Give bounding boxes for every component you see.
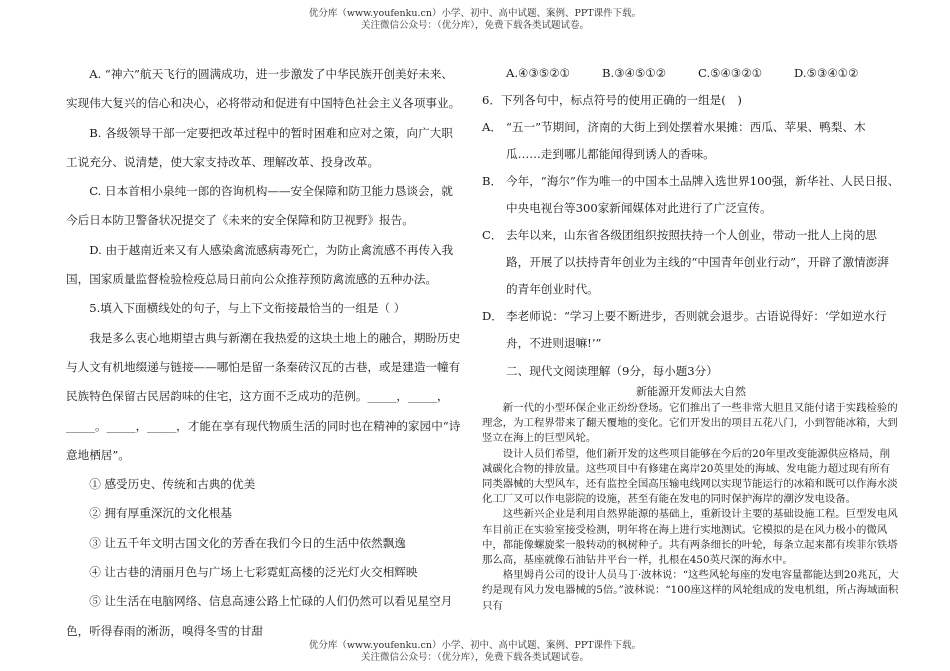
q6-option-b-text: 今年，“海尔”作为唯一的中国本土品牌入选世界100强，新华社、人民日报、中央电视台等300家新闻媒体对此进行了广泛宣传。 <box>506 174 900 215</box>
sentence-1: ① 感受历史、传统和古典的优美 <box>89 477 256 492</box>
sentence-5: ⑤ 让生活在电脑网络、信息高速公路上忙碌的人们仍然可以看见星空月色，听得春雨的淅沥，嗅得冬雪的甘甜 <box>66 594 453 638</box>
sentence-3: ③ 让五千年文明古国文化的芳香在我们今日的生活中依然飘逸 <box>89 535 406 550</box>
q6-option-c-label: C． <box>482 228 503 242</box>
q6-option-b <box>482 168 900 222</box>
q6-option-a <box>482 114 900 168</box>
q6-option-c <box>482 222 900 303</box>
choice-a: A.④③⑤②① <box>506 66 571 80</box>
option-d-text: D. 由于越南近来又有人感染禽流感病毒死亡，为防止禽流感不再传入我国，国家质量监督检验检疫总局日前向公众推荐预防禽流感的五种办法。 <box>66 242 454 287</box>
watermark-top-line1: 优分库（www.youfenku.cn）小学、初中、高中试题、案例、PPT课件下载。 <box>308 8 642 19</box>
passage-para-3: 这些新兴企业是利用自然界能源的基础上，重新设计主要的基础设施工程。巨型发电风车目前正在实验室接受检测，明年将在海上进行实地测试。它模拟的是在风力极小的微风中，都能像螺旋桨一般转动的枫树种子。共有两条细长的叶轮，每条立起来都有埃菲尔铁塔那么高，基座就像石油钻井平台一样，扎根在450英尺深的海水中。 <box>482 508 898 567</box>
choice-b: B.③④⑤①② <box>602 66 667 80</box>
sentence-4: ④ 让古巷的清丽月色与广场上七彩霓虹高楼的泛光灯火交相辉映 <box>89 565 418 580</box>
choice-d: D.⑤③④①② <box>794 66 859 80</box>
q6-option-d <box>482 303 900 357</box>
q6-option-c-text: 去年以来，山东省各级团组织按照扶持一个人创业，带动一批人上岗的思路，开展了以扶持青年创业为主线的“中国青年创业行动”，开辟了激情澎湃的青年创业时代。 <box>506 228 889 296</box>
section-heading: 二、现代文阅读理解（9分，每小题3分） <box>506 364 718 378</box>
option-b-text: B. 各级领导干部一定要把改革过程中的暂时困难和应对之策，向广大职工说充分、说清楚，使大家支持改革、理解改革、投身改革。 <box>66 125 453 169</box>
q6-option-b-label: B． <box>482 174 503 188</box>
question-5: 5.填入下面横线处的句子，与上下文衔接最恰当的一组是（ ） <box>89 301 406 316</box>
passage-title: 新能源开发师法大自然 <box>636 385 746 398</box>
choice-c: C.⑤④③②① <box>698 66 763 80</box>
option-c-text: C. 日本首相小泉纯一郎的咨询机构——安全保障和防卫能力恳谈会，就今后日本防卫警备状况提交了《未来的安全保障和防卫视野》报告。 <box>66 184 453 228</box>
watermark-bottom <box>0 640 950 664</box>
watermark-bottom-line1: 优分库（www.youfenku.cn）小学、初中、高中试题、案例、PPT课件下载。 <box>308 640 642 651</box>
question-6: 6．下列各句中，标点符号的使用正确的一组是( ) <box>482 93 742 107</box>
sentence-2: ② 拥有厚重深沉的文化根基 <box>89 506 232 521</box>
passage-para-1: 新一代的小型环保企业正纷纷登场。它们推出了一些非常大胆且又能付诸于实践检验的理念，为工程界带来了翻天覆地的变化。它们开发出的项目五花八门，小到智能冰箱，大到竖立在海上的巨型风轮。 <box>482 402 898 445</box>
q6-option-a-label: A． <box>482 120 502 134</box>
question-5-passage: 我是多么衷心地期望古典与新潮在我热爱的这块土地上的融合，期盼历史与人文有机地缀递与链接——哪怕是留一条秦砖汉瓦的古巷，或是建造一幢有民族特色保留古民居韵味的住宅，这方面不乏成功的范例。_____，_____，_____。_____，_____，才能在享有现代物质生活的同时也在精神的家园中“诗意地栖居”。 <box>66 330 461 462</box>
q6-option-d-text: 李老师说：“学习上要不断进步，否则就会退步。古语说得好：‘学如逆水行舟，不进则退嘛!’” <box>506 309 887 350</box>
option-a-text: A. “神六”航天飞行的圆满成功，进一步激发了中华民族开创美好未来、实现伟大复兴的信心和决心，必将带动和促进有中国特色社会主义各项事业。 <box>66 67 461 111</box>
question-5-choices <box>482 60 900 87</box>
q6-option-d-label: D． <box>482 309 503 323</box>
passage-para-4: 格里姆肖公司的设计人员马丁·波林说：“这些风轮每座的发电容量都能达到20兆瓦，大约是现有风力发电器械的5倍。”波林说：“100座这样的风轮组成的发电机组，所占海域面积只有 <box>482 569 899 612</box>
q6-option-a-text: “五一”节期间，济南的大街上到处摆着水果摊：西瓜、苹果、鸭梨、木瓜……走到哪儿都能闻得到诱人的香味。 <box>506 120 866 161</box>
right-column <box>482 60 900 614</box>
left-column <box>66 60 463 646</box>
watermark-bottom-line2: 关注微信公众号：（优分库），免费下载各类试题试卷。 <box>360 652 589 663</box>
passage-para-2: 设计人员们希望，他们新开发的这些项目能够在今后的20年里改变能源供应格局，削减碳化合物的排放量。这些项目中有修建在离岸20英里处的海域、发电能力超过现有所有同类器械的大型风车，还有监控全国高压输电线网以实现节能运行的冰箱和既可以作海水淡化工厂又可以作电影院的设施，甚至有能在发电的同时保护海岸的潮汐发电设备。 <box>482 447 898 506</box>
watermark-top-line2: 关注微信公众号：（优分库），免费下载各类试题试卷。 <box>360 20 589 31</box>
watermark-top <box>0 8 950 32</box>
